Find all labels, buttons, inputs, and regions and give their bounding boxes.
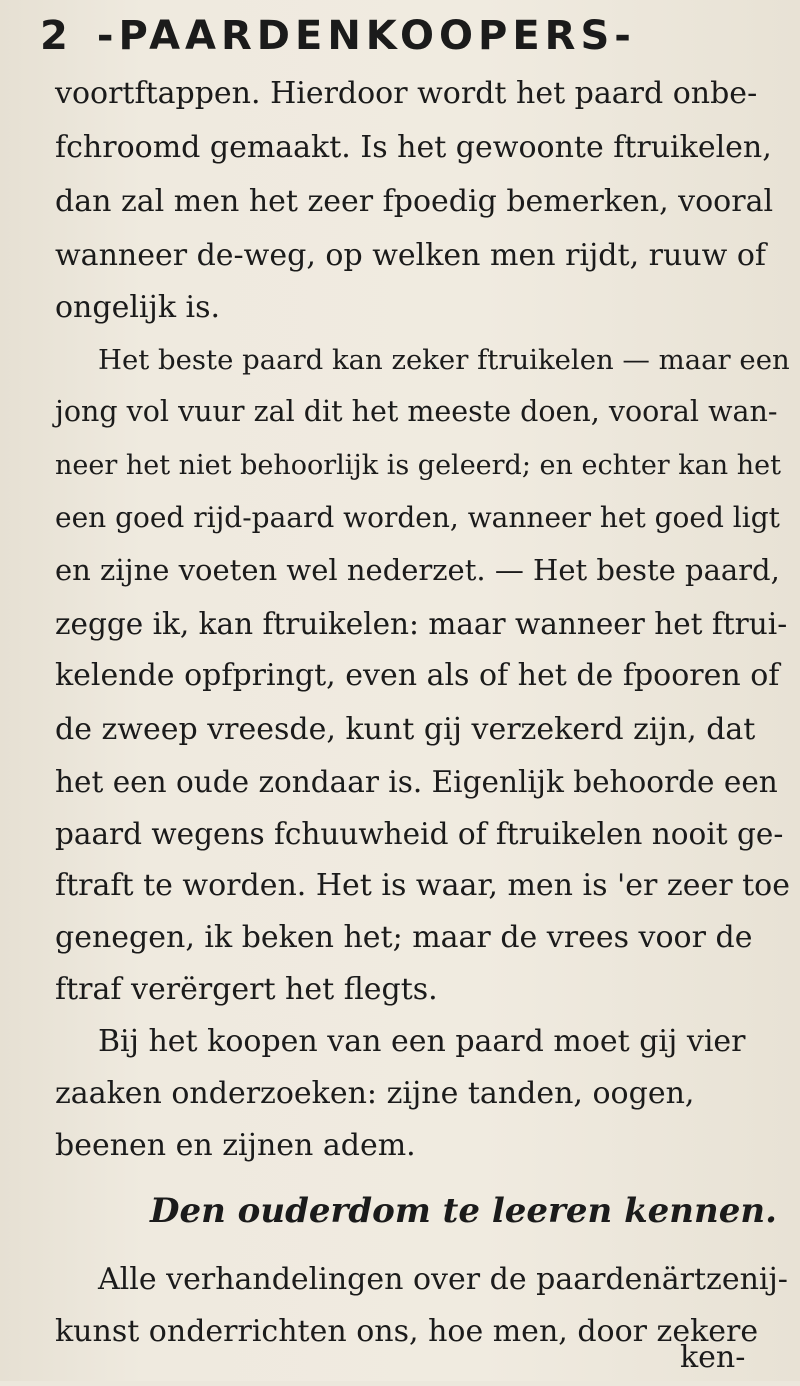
text-line: fchroomd gemaakt. Is het gewoonte ftruikelen, [55, 130, 772, 165]
text-line: ftraf verërgert het flegts. [55, 972, 438, 1007]
text-line: jong vol vuur zal dit het meeste doen, vooral wan- [55, 395, 778, 428]
text-line: genegen, ik beken het; maar de vrees voor de [55, 920, 753, 955]
text-line: een goed rijd-paard worden, wanneer het goed ligt [55, 501, 780, 534]
text-line: beenen en zijnen adem. [55, 1128, 416, 1163]
text-line: dan zal men het zeer fpoedig bemerken, vooral [55, 184, 774, 219]
text-line: ftraft te worden. Het is waar, men is 'er zeer toe [55, 868, 790, 903]
text-line: paard wegens fchuuwheid of ftruikelen nooit ge- [55, 817, 784, 851]
text-line: zaaken onderzoeken: zijne tanden, oogen, [55, 1076, 695, 1111]
text-line: de zweep vreesde, kunt gij verzekerd zijn, dat [55, 712, 756, 747]
text-line: kunst onderrichten ons, hoe men, door zekere [55, 1314, 759, 1349]
text-line: kelende opfpringt, even als of het de fpooren of [55, 658, 780, 693]
page-number: 2 [40, 13, 73, 59]
text-line: het een oude zondaar is. Eigenlijk behoorde een [55, 765, 778, 799]
paragraph-start-line: Het beste paard kan zeker ftruikelen — maar een [98, 344, 790, 376]
paragraph-start-line: Bij het koopen van een paard moet gij vier [98, 1024, 746, 1059]
text-line: voortftappen. Hierdoor wordt het paard onbe- [55, 76, 758, 111]
paragraph-start-line: Alle verhandelingen over de paardenärtzenij- [98, 1262, 788, 1297]
text-line: ongelijk is. [55, 290, 221, 325]
page-header [40, 8, 780, 64]
text-line: en zijne voeten wel nederzet. — Het beste paard, [55, 553, 780, 587]
section-heading: Den ouderdom te leeren kennen. [150, 1191, 777, 1231]
running-title: -PAARDENKOOPERS- [96, 13, 636, 59]
text-line: zegge ik, kan ftruikelen: maar wanneer het ftrui- [55, 607, 788, 641]
text-line: neer het niet behoorlijk is geleerd; en echter kan het [55, 450, 781, 481]
text-line: wanneer de-weg, op welken men rijdt, ruuw of [55, 238, 767, 273]
catchword: ken- [680, 1340, 746, 1375]
